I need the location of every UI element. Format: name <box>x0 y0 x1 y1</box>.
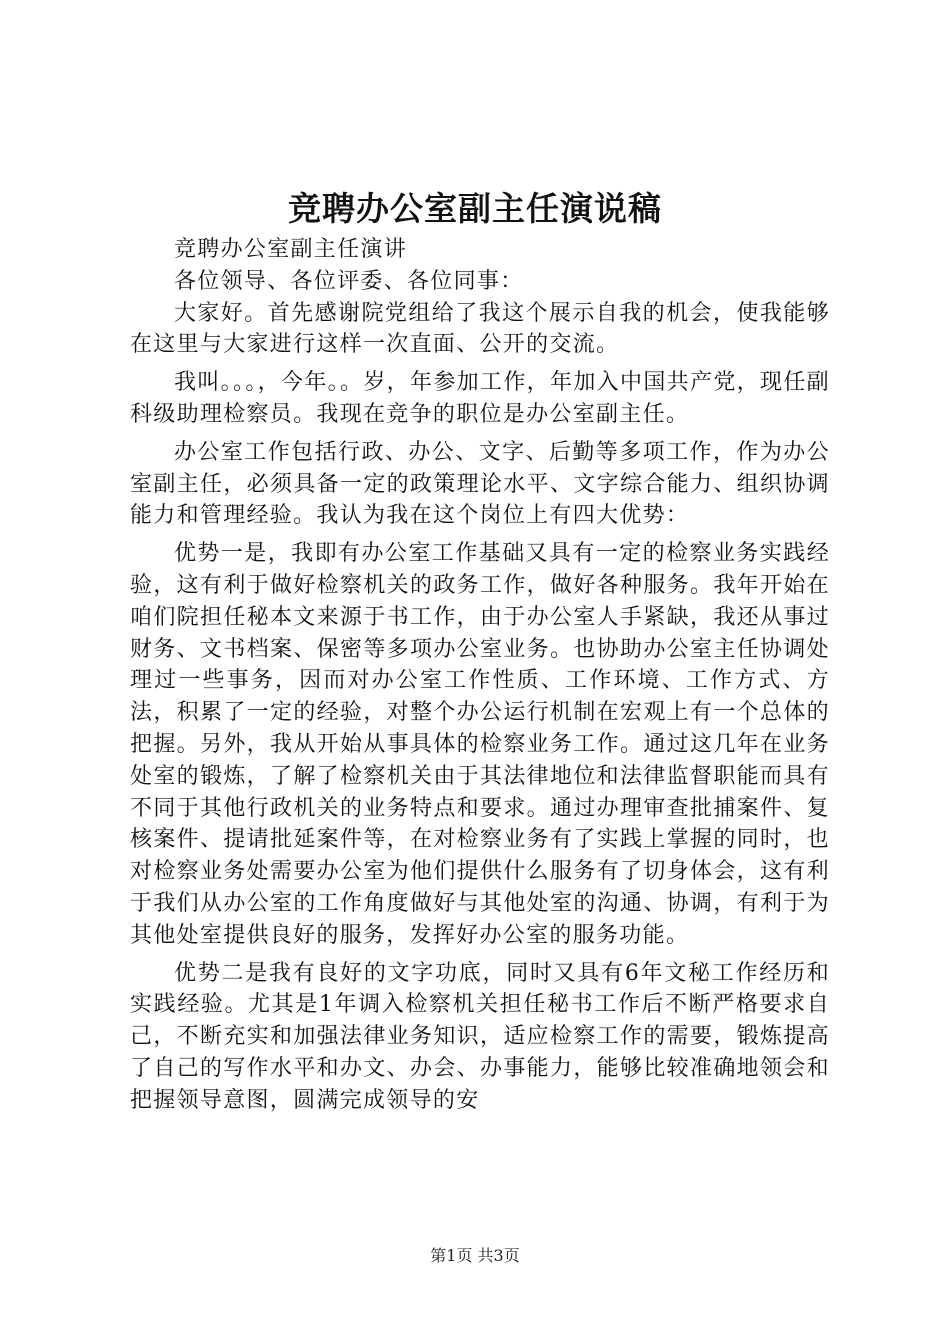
document-title: 竞聘办公室副主任演说稿 <box>288 189 662 228</box>
page-number-footer: 第1页 共3页 <box>430 1246 520 1265</box>
body-paragraph: 我叫。。。，今年。。岁，年参加工作，年加入中国共产党，现任副科级助理检察员。我现在竞争的职位是办公室副主任。 <box>130 370 830 427</box>
salutation-line: 各位领导、各位评委、各位同事： <box>174 268 524 294</box>
body-paragraph: 优势一是，我即有办公室工作基础又具有一定的检察业务实践经验，这有利于做好检察机关的政务工作，做好各种服务。我年开始在咱们院担任秘本文来源于书工作，由于办公室人手紧缺，我还从事过财务、文书档案、保密等多项办公室业务。也协助办公室主任协调处理过一些事务，因而对办公室工作性质、工作环境、工作方式、方法，积累了一定的经验，对整个办公运行机制在宏观上有一个总体的把握。另外，我从开始从事具体的检察业务工作。通过这几年在业务处室的锻炼，了解了检察机关由于其法律地位和法律监督职能而具有不同于其他行政机关的业务特点和要求。通过办理审查批捕案件、复核案件、提请批延案件等，在对检察业务有了实践上掌握的同时，也对检察业务处需要办公室为他们提供什么服务有了切身体会，这有利于我们从办公室的工作角度做好与其他处室的沟通、协调，有利于为其他处室提供良好的服务，发挥好办公室的服务功能。 <box>130 541 830 948</box>
speech-heading-line: 竞聘办公室副主任演讲 <box>174 237 408 262</box>
body-paragraph: 优势二是我有良好的文字功底，同时又具有6年文秘工作经历和实践经验。尤其是1年调入检察机关担任秘书工作后不断严格要求自己，不断充实和加强法律业务知识，适应检察工作的需要，锻炼提高了自己的写作水平和办文、办会、办事能力，能够比较准确地领会和把握领导意图，圆满完成领导的安 <box>130 960 830 1113</box>
body-paragraph: 办公室工作包括行政、办公、文字、后勤等多项工作，作为办公室副主任，必须具备一定的政策理论水平、文字综合能力、组织协调能力和管理经验。我认为我在这个岗位上有四大优势： <box>130 439 830 529</box>
body-paragraph: 大家好。首先感谢院党组给了我这个展示自我的机会，使我能够在这里与大家进行这样一次直面、公开的交流。 <box>130 300 830 358</box>
document-body <box>130 234 830 1117</box>
